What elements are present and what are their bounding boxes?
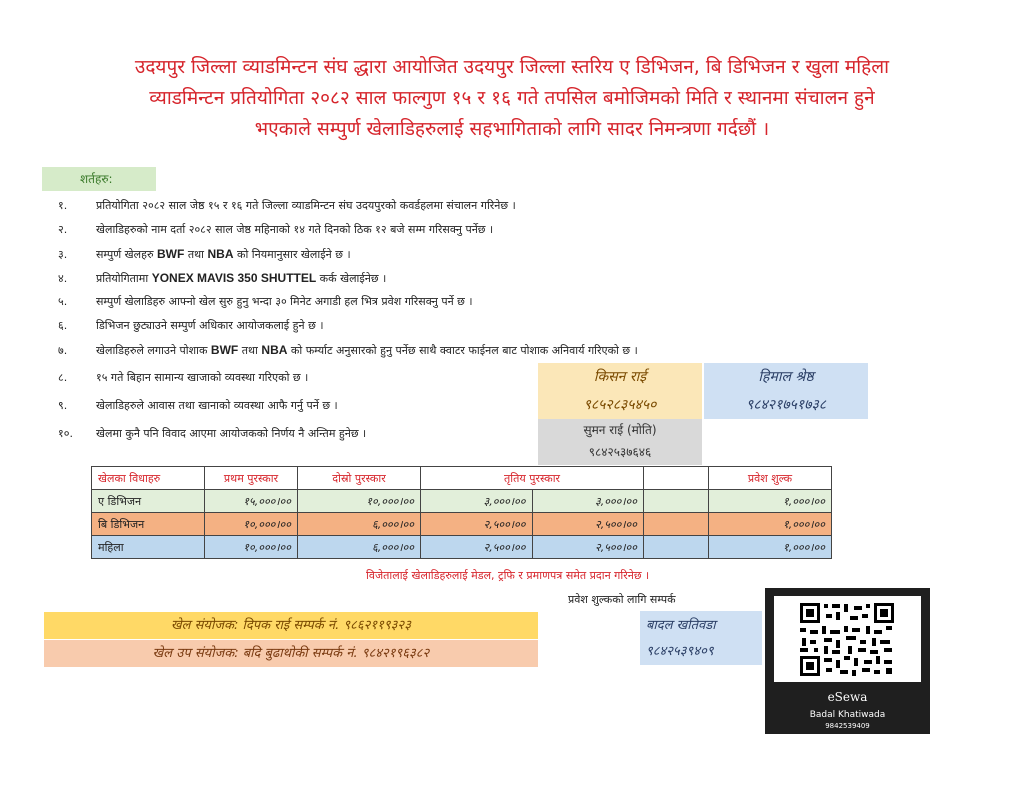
esewa-logo: eSewa (827, 690, 868, 704)
cell-category: महिला (92, 536, 205, 559)
contact-phone: ९८४२१७५१७३८ (745, 397, 827, 413)
rule-text-post: को नियमानुसार खेलाईने छ । (233, 248, 351, 261)
entry-fee-contact-box (640, 611, 762, 665)
rule-bold-shuttle: YONEX MAVIS 350 SHUTTEL (151, 271, 317, 285)
rule-item-1 (58, 198, 516, 214)
header-second-prize: दोस्रो पुरस्कार (298, 467, 421, 490)
rule-item-6 (58, 318, 324, 334)
rule-number: ८. (58, 371, 68, 384)
table-header-row (92, 467, 832, 490)
rule-number: ३. (58, 248, 68, 261)
prize-table (91, 466, 832, 559)
cell-empty (644, 513, 709, 536)
cell-fee: १,०००।०० (709, 513, 832, 536)
rule-text: डिभिजन छुट्याउने सम्पुर्ण अधिकार आयोजकलाई हुने छ । (96, 319, 324, 332)
rule-number: ७. (58, 344, 68, 357)
award-note: विजेतालाई खेलाडिहरुलाई मेडल, ट्रफि र प्रमाणपत्र समेत प्रदान गरिनेछ । (366, 569, 650, 582)
table-row (92, 490, 832, 513)
contact-kisan-rai (538, 363, 702, 419)
rule-number: ९. (58, 399, 68, 412)
cell-first: १०,०००।०० (205, 513, 298, 536)
cell-first: १५,०००।०० (205, 490, 298, 513)
qr-code-graphic (774, 596, 921, 682)
header-empty (644, 467, 709, 490)
heading-line-1: उदयपुर जिल्ला व्याडमिन्टन संघ द्धारा आयोजित उदयपुर जिल्ला स्तरिय ए डिभिजन, बि डिभिजन र खुला महिला (134, 56, 890, 78)
rule-item-4 (58, 270, 386, 287)
rule-number: २. (58, 223, 68, 236)
rule-number: ५. (58, 295, 68, 308)
rule-text: खेलाडिहरुको नाम दर्ता २०८२ साल जेष्ठ महिनाको १४ गते दिनको ठिक १२ बजे सम्म गरिसक्नु पर्नेछ । (96, 223, 494, 236)
rule-text: खेलमा कुनै पनि विवाद आएमा आयोजकको निर्णय नै अन्तिम हुनेछ । (96, 427, 367, 440)
table-row (92, 513, 832, 536)
qr-code-icon (774, 596, 921, 682)
header-third-prize: तृतिय पुरस्कार (421, 467, 644, 490)
heading-line-3: भएकाले सम्पुर्ण खेलाडिहरुलाई सहभागिताको लागि सादर निमन्त्रणा गर्दछौं । (254, 118, 770, 140)
contact-name: सुमन राई (मोति) (583, 423, 657, 437)
contact-phone: ९८४२५३७६४६ (588, 445, 652, 459)
header-entry-fee: प्रवेश शुल्क (709, 467, 832, 490)
badal-name: बादल खतिवडा (646, 618, 716, 633)
header-first-prize: प्रथम पुरस्कार (205, 467, 298, 490)
badal-phone: ९८४२५३९४०९ (646, 644, 714, 659)
coordinator-banner: खेल संयोजक: दिपक राई सम्पर्क नं. ९८६२११९३२३ (44, 612, 538, 639)
rule-text-post: कर्क खेलाईनेछ । (316, 272, 387, 285)
rule-number: ४. (58, 272, 68, 285)
rule-text: खेलाडिहरुले आवास तथा खानाको व्यवस्था आफै गर्नु पर्ने छ । (96, 399, 338, 412)
contact-name: हिमाल श्रेष्ठ (758, 369, 814, 385)
rule-item-10 (58, 426, 366, 442)
cell-second: १०,०००।०० (298, 490, 421, 513)
contact-suman-rai (538, 419, 702, 465)
entry-fee-contact-label: प्रवेश शुल्कको लागि सम्पर्क (568, 593, 676, 606)
cell-fee: १,०००।०० (709, 536, 832, 559)
esewa-account-phone: 9842539409 (825, 722, 870, 730)
rule-item-7 (58, 342, 638, 359)
rule-item-9 (58, 398, 338, 414)
esewa-qr-panel (765, 588, 930, 734)
cell-category: ए डिभिजन (92, 490, 205, 513)
rule-text: प्रतियोगिता २०८२ साल जेष्ठ १५ र १६ गते जिल्ला व्याडमिन्टन संघ उदयपुरको कवर्डहलमा संचालन गरिनेछ । (96, 199, 516, 212)
rule-text-mid: तथा (184, 248, 208, 261)
rule-item-3 (58, 246, 351, 263)
cell-first: १०,०००।०० (205, 536, 298, 559)
rule-item-5 (58, 294, 473, 310)
rule-bold-bwf: BWF (157, 247, 185, 261)
contact-name: किसन राई (593, 369, 647, 385)
invitation-heading (40, 52, 984, 145)
rule-bold-bwf: BWF (210, 343, 239, 357)
rule-text: सम्पुर्ण खेलाडिहरु आफ्नो खेल सुरु हुनु भन्दा ३० मिनेट अगाडी हल भित्र प्रवेश गरिसक्नु पर्ने छ । (96, 295, 473, 308)
cell-second: ६,०००।०० (298, 536, 421, 559)
rule-number: ६. (58, 319, 68, 332)
sub-coordinator-banner: खेल उप संयोजक: बदि बुढाथोकी सम्पर्क नं. ९८४२१९६३८२ (44, 640, 538, 667)
cell-second: ६,०००।०० (298, 513, 421, 536)
cell-third-a: ३,०००।०० (421, 490, 533, 513)
rule-text-mid: तथा (238, 344, 262, 357)
rule-bold-nba: NBA (261, 343, 288, 357)
header-category: खेलका विधाहरु (92, 467, 205, 490)
cell-third-a: २,५००।०० (421, 536, 533, 559)
rule-number: १. (58, 199, 68, 212)
cell-empty (644, 490, 709, 513)
rule-text-pre: प्रतियोगितामा (96, 272, 152, 285)
rule-item-8 (58, 370, 308, 386)
table-row (92, 536, 832, 559)
terms-label: शर्तहरु: (42, 167, 156, 191)
rule-text-post: को फर्म्याट अनुसारको हुनु पर्नेछ साथै क्वाटर फाईनल बाट पोशाक अनिवार्य गरिएको छ । (287, 344, 638, 357)
rule-text-pre: सम्पुर्ण खेलहरु (96, 248, 158, 261)
cell-third-b: ३,०००।०० (532, 490, 644, 513)
cell-empty (644, 536, 709, 559)
cell-third-a: २,५००।०० (421, 513, 533, 536)
rule-bold-nba: NBA (207, 247, 234, 261)
contact-himal-shrestha (704, 363, 868, 419)
rule-number: १०. (58, 427, 73, 440)
cell-third-b: २,५००।०० (532, 536, 644, 559)
heading-line-2: व्याडमिन्टन प्रतियोगिता २०८२ साल फाल्गुण १५ र १६ गते तपसिल बमोजिमको मिति र स्थानमा संचालन हुने (149, 87, 875, 109)
cell-category: बि डिभिजन (92, 513, 205, 536)
rule-item-2 (58, 222, 493, 238)
rule-text: १५ गते बिहान सामान्य खाजाको व्यवस्था गरिएको छ । (96, 371, 309, 384)
cell-fee: १,०००।०० (709, 490, 832, 513)
cell-third-b: २,५००।०० (532, 513, 644, 536)
rule-text-pre: खेलाडिहरुले लगाउने पोशाक (96, 344, 211, 357)
esewa-account-name: Badal Khatiwada (809, 710, 886, 720)
contact-phone: ९८५२८३५४५० (583, 397, 657, 413)
